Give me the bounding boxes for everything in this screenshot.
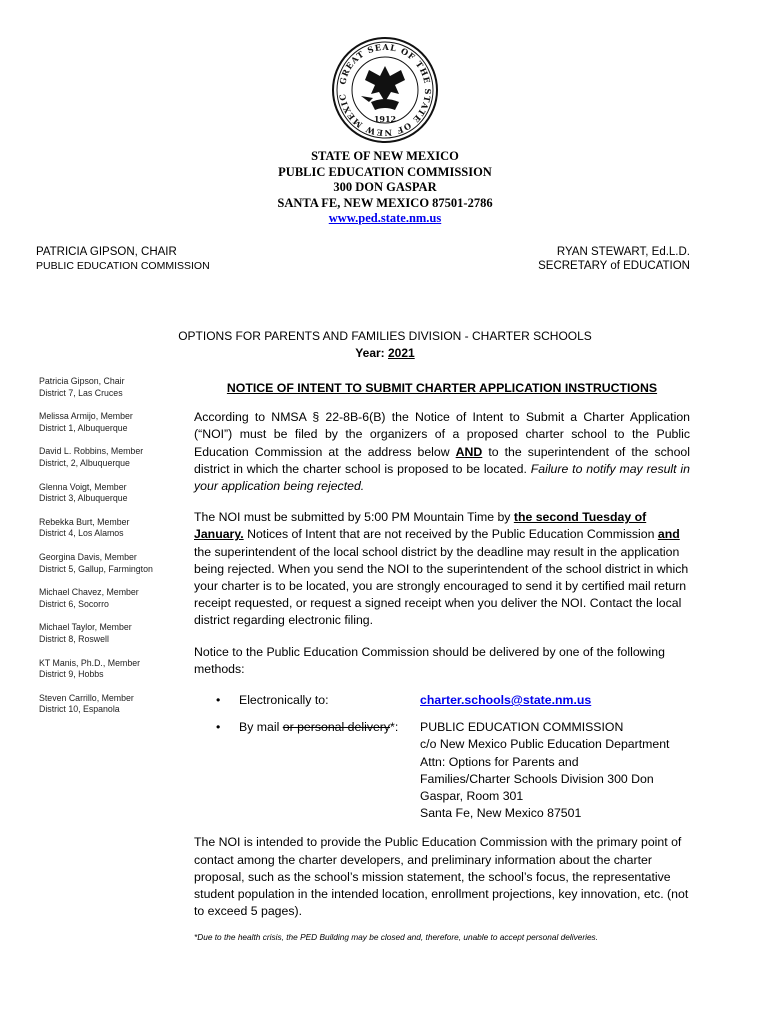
delivery-methods-list bbox=[194, 692, 690, 822]
p2-text-b: Notices of Intent that are not received by the Public Education Commission bbox=[243, 527, 658, 542]
division-title: OPTIONS FOR PARENTS AND FAMILIES DIVISION - CHARTER SCHOOLS bbox=[178, 329, 592, 343]
method-electronic bbox=[194, 692, 690, 709]
year-label: Year: bbox=[355, 346, 385, 360]
mail-label-asterisk: *: bbox=[390, 720, 399, 735]
p1-text-b: to the superintendent of the school district in which the charter school is proposed to be located. bbox=[194, 444, 690, 476]
year-line bbox=[0, 345, 770, 362]
state-seal-logo bbox=[331, 36, 439, 144]
paragraph-nmsa bbox=[194, 409, 690, 495]
member-district: District 5, Gallup, Farmington bbox=[39, 563, 153, 574]
member-name: Steven Carrillo, Member bbox=[39, 692, 134, 703]
secretary-title: SECRETARY of EDUCATION bbox=[538, 260, 690, 272]
member-name: Rebekka Burt, Member bbox=[39, 516, 130, 527]
letterhead-city: SANTA FE, NEW MEXICO 87501-2786 bbox=[277, 195, 493, 210]
member-name: David L. Robbins, Member bbox=[39, 446, 144, 457]
letterhead bbox=[0, 149, 770, 227]
member-name: Michael Chavez, Member bbox=[39, 587, 139, 598]
member-name: Glenna Voigt, Member bbox=[39, 481, 127, 492]
letterhead-street: 300 DON GASPAR bbox=[333, 180, 437, 194]
member-district: District 6, Socorro bbox=[39, 598, 109, 609]
member-district: District 7, Las Cruces bbox=[39, 387, 123, 398]
division-title-block bbox=[0, 328, 770, 362]
seal-year: 1912 bbox=[373, 114, 397, 124]
member-item bbox=[39, 482, 169, 505]
address-line: c/o New Mexico Public Education Department bbox=[420, 737, 670, 752]
chair-header bbox=[36, 245, 210, 273]
mailing-address bbox=[420, 719, 690, 822]
mail-label: By mail bbox=[239, 720, 283, 735]
member-district: District 9, Hobbs bbox=[39, 669, 104, 680]
email-link[interactable]: charter.schools@state.nm.us bbox=[420, 693, 592, 708]
p2-text-c: the superintendent of the local school district by the deadline may result in the application being rejected. When you send the NOI to the superintendent of the school district in which your charter is to be located, you are strongly encouraged to send it by certified mail return receipt requested, or request a signed receipt when you deliver the NOI. Contact the local district regarding electronic filing. bbox=[194, 544, 689, 628]
member-district: District, 2, Albuquerque bbox=[39, 457, 130, 468]
address-line: Gaspar, Room 301 bbox=[420, 789, 524, 804]
chair-org: PUBLIC EDUCATION COMMISSION bbox=[36, 260, 210, 272]
member-item bbox=[39, 658, 169, 681]
commission-members-list bbox=[39, 376, 169, 728]
member-name: Georgina Davis, Member bbox=[39, 551, 137, 562]
member-name: Melissa Armijo, Member bbox=[39, 411, 133, 422]
address-line: Families/Charter Schools Division 300 Don bbox=[420, 771, 654, 786]
address-line: Attn: Options for Parents and bbox=[420, 754, 579, 769]
method-mail bbox=[194, 719, 690, 822]
member-name: Michael Taylor, Member bbox=[39, 622, 132, 633]
member-district: District 3, Albuquerque bbox=[39, 493, 128, 504]
member-item bbox=[39, 622, 169, 645]
address-line: PUBLIC EDUCATION COMMISSION bbox=[420, 720, 624, 735]
seal-ring-text: GREAT SEAL OF THE STATE OF NEW MEXIC bbox=[337, 41, 434, 139]
member-district: District 1, Albuquerque bbox=[39, 422, 128, 433]
p2-and-emphasis: and bbox=[657, 527, 680, 542]
member-item bbox=[39, 693, 169, 716]
letterhead-state: STATE OF NEW MEXICO bbox=[311, 149, 459, 163]
year-value: 2021 bbox=[388, 346, 415, 360]
member-item bbox=[39, 552, 169, 575]
secretary-header bbox=[538, 245, 690, 273]
member-district: District 8, Roswell bbox=[39, 633, 109, 644]
website-link[interactable]: www.ped.state.nm.us bbox=[328, 211, 442, 225]
address-line: Santa Fe, New Mexico 87501 bbox=[420, 806, 582, 821]
bullet-icon: • bbox=[216, 720, 221, 735]
struck-personal-delivery: or personal delivery bbox=[282, 720, 391, 735]
notice-heading: NOTICE OF INTENT TO SUBMIT CHARTER APPLICATION INSTRUCTIONS bbox=[226, 381, 658, 395]
p1-and-emphasis: AND bbox=[455, 444, 483, 459]
paragraph-deadline bbox=[194, 509, 690, 629]
member-item bbox=[39, 411, 169, 434]
member-item bbox=[39, 587, 169, 610]
bullet-icon: • bbox=[216, 693, 221, 708]
p1-text-a: According to NMSA § 22-8B-6(B) the Notice of Intent to Submit a Charter Application (“NOI”) must be filed by the organizers of a proposed charter school to the Public Education Commission at the address below bbox=[194, 410, 690, 459]
p2-text-a: The NOI must be submitted by 5:00 PM Mountain Time by bbox=[194, 510, 514, 525]
notice-body bbox=[194, 380, 690, 943]
method-label: Electronically to: bbox=[239, 693, 329, 708]
member-name: Patricia Gipson, Chair bbox=[39, 376, 125, 386]
secretary-name: RYAN STEWART, Ed.L.D. bbox=[556, 246, 690, 258]
member-item bbox=[39, 517, 169, 540]
member-district: District 10, Espanola bbox=[39, 704, 120, 715]
member-name: KT Manis, Ph.D., Member bbox=[39, 657, 141, 668]
chair-name: PATRICIA GIPSON, CHAIR bbox=[36, 246, 177, 258]
letterhead-commission: PUBLIC EDUCATION COMMISSION bbox=[278, 164, 492, 179]
deadline-emphasis: the second Tuesday of January. bbox=[194, 510, 647, 542]
member-item bbox=[39, 376, 169, 399]
method-label bbox=[239, 719, 420, 822]
paragraph-noi-purpose: The NOI is intended to provide the Public Education Commission with the primary point of contact among the charter developers, and preliminary information about the charter proposal, such as the school’s mission statement, the school’s focus, the representative student population in the intended location, enrollment projections, key innovation, etc. (not to exceed 5 pages). bbox=[194, 835, 689, 919]
member-item bbox=[39, 446, 169, 469]
paragraph-methods-intro: Notice to the Public Education Commission should be delivered by one of the following methods: bbox=[194, 644, 665, 676]
p1-warning: Failure to notify may result in your application being rejected. bbox=[194, 461, 690, 494]
member-district: District 4, Los Alamos bbox=[39, 528, 124, 539]
health-crisis-footnote: *Due to the health crisis, the PED Building may be closed and, therefore, unable to accept personal deliveries. bbox=[194, 932, 599, 943]
